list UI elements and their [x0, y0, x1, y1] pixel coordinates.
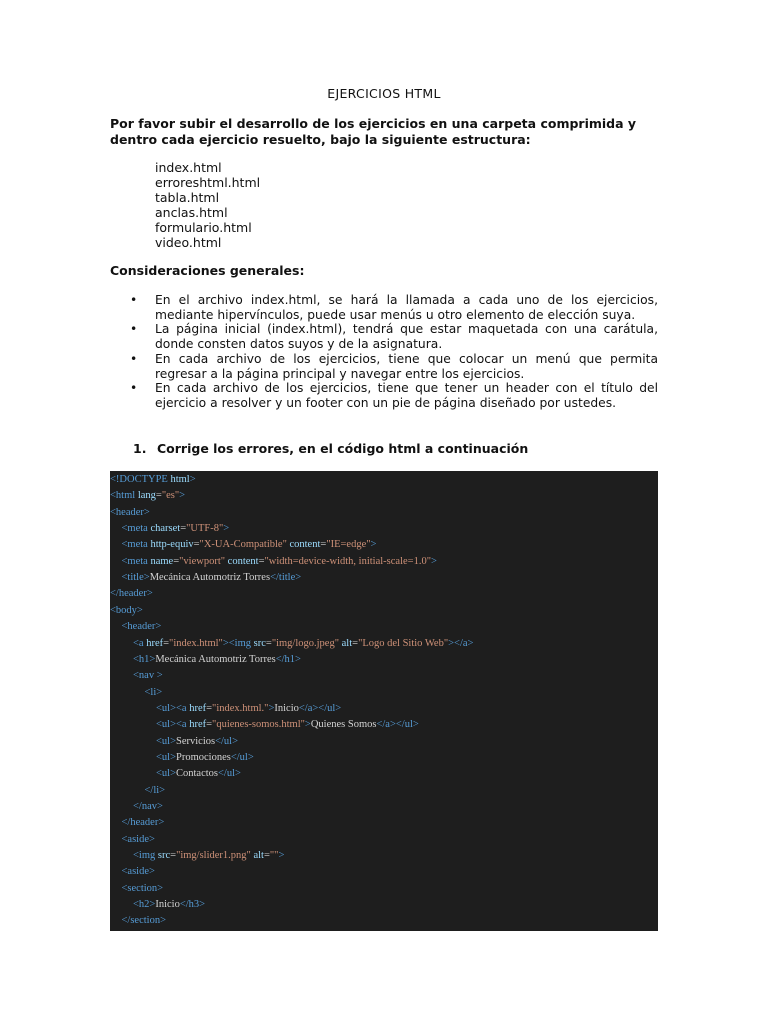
- bullet-icon: •: [130, 351, 138, 366]
- considerations-heading: Consideraciones generales:: [110, 263, 305, 278]
- code-token: ><img: [222, 637, 254, 649]
- code-token: <ul><a: [156, 719, 190, 731]
- code-token: =: [193, 539, 200, 551]
- code-token: Mecánica Automotriz Torres: [149, 572, 271, 584]
- code-token: content: [227, 555, 259, 567]
- file-item: index.html: [155, 160, 222, 175]
- code-token: <section>: [121, 882, 164, 894]
- code-token: <title>: [121, 572, 150, 584]
- list-item: [130, 381, 658, 410]
- code-token: Quienes Somos: [310, 719, 377, 731]
- code-line: [133, 897, 205, 913]
- file-item: erroreshtml.html: [155, 175, 261, 190]
- code-line: [156, 766, 241, 782]
- code-line: [133, 636, 473, 652]
- code-token: </a></ul>: [298, 702, 342, 714]
- code-token: charset: [150, 523, 181, 535]
- code-token: </h3>: [179, 899, 206, 911]
- code-token: http-equiv: [150, 539, 194, 551]
- code-token: <body>: [110, 604, 143, 616]
- code-line: [156, 734, 238, 750]
- code-token: </header>: [110, 588, 153, 600]
- code-line: [145, 783, 166, 799]
- code-line: [122, 815, 165, 831]
- code-token: >: [430, 555, 437, 567]
- list-item: [130, 351, 658, 381]
- code-token: "quienes-somos.html": [212, 719, 305, 731]
- code-token: "UTF-8": [186, 523, 224, 535]
- code-token: </ul>: [230, 751, 254, 763]
- code-token: "img/logo.jpeg": [271, 637, 340, 649]
- code-line: [122, 570, 302, 586]
- code-token: "IE=edge": [326, 539, 371, 551]
- file-structure-list: [155, 160, 260, 250]
- code-line: [122, 619, 162, 635]
- code-line: [110, 505, 150, 521]
- code-token: Inicio: [274, 702, 299, 714]
- intro-paragraph: Por favor subir el desarrollo de los ejercicios en una carpeta comprimida y dentro cada ejercicio resuelto, bajo la siguiente estructura:: [110, 116, 637, 147]
- code-line: [156, 701, 341, 717]
- code-line: [133, 668, 163, 684]
- code-token: </section>: [121, 915, 167, 927]
- code-token: "width=device-width, initial-scale=1.0": [264, 555, 431, 567]
- code-line: [110, 488, 185, 504]
- bullet-icon: •: [130, 322, 138, 337]
- code-token: >: [304, 719, 311, 731]
- code-token: </li>: [144, 784, 166, 796]
- code-token: "img/slider1.png": [176, 850, 251, 862]
- code-line: [122, 864, 155, 880]
- list-item-text: En cada archivo de los ejercicios, tiene que colocar un menú que permita regresar a la página principal y navegar entre los ejercicios.: [155, 351, 658, 381]
- code-line: [145, 685, 163, 701]
- code-token: </header>: [121, 817, 165, 829]
- list-item: [130, 322, 658, 352]
- code-line: [156, 750, 254, 766]
- code-token: <img: [133, 850, 158, 862]
- file-item: formulario.html: [155, 220, 252, 235]
- code-token: "index.html.": [212, 702, 269, 714]
- code-token: <meta: [121, 523, 151, 535]
- code-token: </nav>: [133, 801, 163, 812]
- bullet-icon: •: [130, 381, 138, 396]
- code-token: =: [170, 850, 177, 862]
- code-token: =: [173, 555, 180, 567]
- code-line: [156, 717, 419, 733]
- code-line: [122, 554, 437, 570]
- code-token: =: [320, 539, 327, 551]
- code-token: "Logo del Sitio Web": [358, 637, 449, 649]
- code-token: src: [157, 850, 171, 862]
- list-item: [130, 293, 658, 322]
- code-token: <meta: [121, 555, 151, 567]
- code-block: [110, 471, 658, 931]
- code-token: =: [206, 702, 213, 714]
- code-token: >: [223, 523, 230, 535]
- code-token: =: [258, 555, 265, 567]
- code-line: [110, 586, 153, 602]
- code-token: lang: [137, 490, 156, 502]
- code-line: [133, 652, 301, 668]
- code-line: [110, 472, 196, 488]
- code-line: [122, 521, 230, 537]
- code-token: >: [179, 490, 186, 502]
- code-token: </h1>: [275, 653, 301, 665]
- code-token: <ul><a: [156, 702, 190, 714]
- code-line: [133, 799, 163, 815]
- code-token: alt: [253, 850, 264, 862]
- code-token: =: [352, 637, 359, 649]
- code-line: [110, 603, 143, 619]
- code-token: <aside>: [121, 833, 155, 845]
- code-token: "X-UA-Compatible": [199, 539, 287, 551]
- document-title: EJERCICIOS HTML: [327, 86, 441, 101]
- code-token: >: [278, 850, 285, 862]
- code-line: [122, 537, 377, 553]
- code-token: <li>: [144, 686, 163, 698]
- code-token: <header>: [110, 506, 150, 518]
- code-token: <aside>: [121, 866, 155, 878]
- code-token: <ul>: [156, 751, 177, 763]
- code-token: =: [263, 850, 270, 862]
- code-token: href: [146, 637, 164, 649]
- code-token: <h1>: [133, 653, 156, 665]
- code-token: =: [163, 637, 170, 649]
- code-token: name: [150, 555, 174, 567]
- code-token: <ul>: [156, 735, 177, 747]
- code-line: [122, 913, 167, 929]
- code-token: Promociones: [176, 751, 231, 763]
- code-token: <html: [110, 490, 138, 502]
- code-line: [133, 848, 284, 864]
- considerations-list: [130, 293, 658, 411]
- list-item-text: En cada archivo de los ejercicios, tiene que tener un header con el título del ejercicio a resolver y un footer con un pie de página diseñado por ustedes.: [155, 381, 658, 410]
- list-item-text: En el archivo index.html, se hará la llamada a cada uno de los ejercicios, mediante hipervínculos, puede usar menús u otro elemento de elección suya.: [155, 293, 658, 322]
- code-token: ></a>: [448, 637, 474, 649]
- code-token: =: [206, 719, 213, 731]
- code-token: <a: [133, 637, 147, 649]
- code-token: =: [180, 523, 187, 535]
- code-token: >: [370, 539, 377, 551]
- code-token: Contactos: [176, 768, 219, 780]
- code-token: =: [155, 490, 162, 502]
- code-token: </title>: [270, 572, 302, 584]
- code-token: >: [189, 474, 196, 485]
- code-token: src: [253, 637, 266, 649]
- code-line: [122, 832, 155, 848]
- code-token: html: [170, 474, 190, 485]
- file-item: anclas.html: [155, 205, 228, 220]
- code-token: "": [269, 850, 279, 862]
- code-token: <meta: [121, 539, 151, 551]
- code-token: <header>: [121, 621, 162, 633]
- file-item: video.html: [155, 235, 222, 250]
- code-token: Inicio: [155, 899, 180, 911]
- code-token: </ul>: [215, 735, 239, 747]
- code-token: "viewport": [179, 555, 226, 567]
- code-token: <!DOCTYPE: [110, 474, 171, 485]
- code-token: Servicios: [176, 735, 216, 747]
- code-token: href: [189, 702, 207, 714]
- code-token: >: [268, 702, 275, 714]
- code-token: </a></ul>: [376, 719, 419, 731]
- code-token: content: [289, 539, 321, 551]
- code-line: [122, 881, 164, 897]
- code-token: alt: [341, 637, 353, 649]
- code-token: <nav >: [133, 670, 163, 682]
- code-token: "index.html": [169, 637, 223, 649]
- code-token: href: [189, 719, 207, 731]
- code-token: =: [265, 637, 272, 649]
- code-token: <h2>: [133, 899, 156, 911]
- bullet-icon: •: [130, 293, 138, 307]
- exercise-number: 1.: [133, 441, 147, 456]
- exercise-heading: [133, 441, 528, 456]
- code-token: Mecánica Automotriz Torres: [155, 653, 276, 665]
- file-item: tabla.html: [155, 190, 220, 205]
- exercise-text: Corrige los errores, en el código html a continuación: [157, 441, 529, 456]
- code-token: "es": [161, 490, 180, 502]
- code-token: </ul>: [218, 768, 241, 780]
- code-token: <ul>: [156, 768, 177, 780]
- list-item-text: La página inicial (index.html), tendrá que estar maquetada con una carátula, donde consten datos suyos y de la asignatura.: [155, 322, 658, 352]
